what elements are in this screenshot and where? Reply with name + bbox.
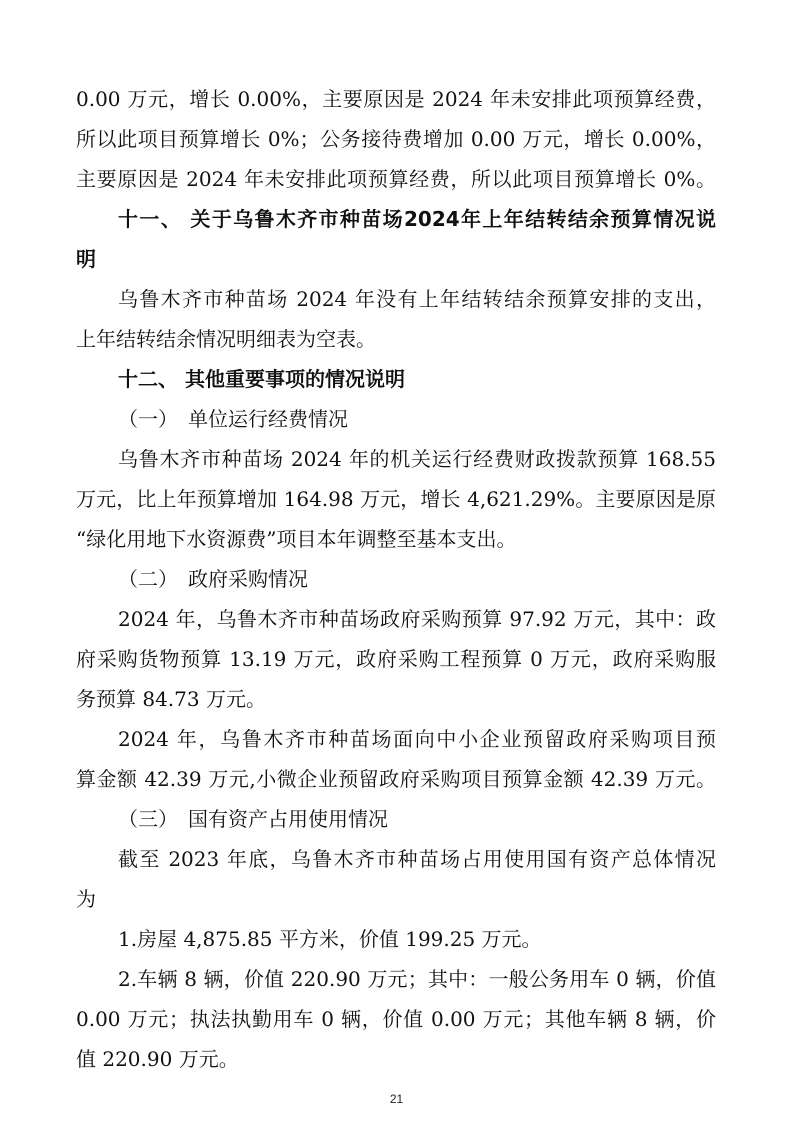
subsection-number: （三） [118, 807, 178, 831]
subsection-number: （二） [118, 567, 178, 591]
subsection-title: 单位运行经费情况 [188, 407, 348, 431]
subsection-number: （一） [118, 407, 178, 431]
body-text-line: 2024 年，乌鲁木齐市种苗场政府采购预算 97.92 万元，其中：政 [118, 607, 716, 631]
body-text-line: 所以此项目预算增长 0%；公务接待费增加 0.00 万元，增长 0.00%， [76, 127, 716, 151]
section-11-heading: 十一、 关于乌鲁木齐市种苗场2024年上年结转结余预算情况说 [118, 207, 716, 231]
body-text-line: 主要原因是 2024 年未安排此项预算经费，所以此项目预算增长 0%。 [76, 167, 716, 191]
body-text-line: 0.00 万元；执法执勤用车 0 辆，价值 0.00 万元；其他车辆 8 辆，价 [76, 1007, 716, 1031]
body-text-line: 0.00 万元，增长 0.00%，主要原因是 2024 年未安排此项预算经费， [76, 87, 716, 111]
subsection-1-heading [118, 406, 716, 432]
subsection-title: 政府采购情况 [188, 567, 308, 591]
body-text-line: 万元，比上年预算增加 164.98 万元，增长 4,621.29%。主要原因是原 [76, 487, 716, 511]
subsection-2-heading [118, 566, 716, 592]
body-text-line: 算金额 42.39 万元,小微企业预留政府采购项目预算金额 42.39 万元。 [76, 767, 716, 791]
body-text-line: 务预算 84.73 万元。 [76, 687, 266, 711]
body-text-line: 府采购货物预算 13.19 万元，政府采购工程预算 0 万元，政府采购服 [76, 647, 716, 671]
section-11-heading-cont: 明 [76, 247, 96, 271]
body-text-line: 乌鲁木齐市种苗场 2024 年没有上年结转结余预算安排的支出， [118, 287, 716, 311]
subsection-title: 国有资产占用使用情况 [188, 807, 388, 831]
body-text-line: 截至 2023 年底，乌鲁木齐市种苗场占用使用国有资产总体情况 [118, 847, 716, 871]
list-item: 1.房屋 4,875.85 平方米，价值 199.25 万元。 [118, 927, 542, 951]
body-text-line: 乌鲁木齐市种苗场 2024 年的机关运行经费财政拨款预算 168.55 [118, 447, 716, 471]
body-text-line: “绿化用地下水资源费”项目本年调整至基本支出。 [76, 527, 517, 551]
section-12-heading: 十二、 其他重要事项的情况说明 [118, 367, 405, 391]
body-text-line: 值 220.90 万元。 [76, 1047, 239, 1071]
list-item: 2.车辆 8 辆，价值 220.90 万元；其中：一般公务用车 0 辆，价值 [118, 967, 716, 991]
body-text-line: 为 [76, 887, 96, 911]
body-text-line: 上年结转结余情况明细表为空表。 [76, 327, 376, 351]
subsection-3-heading [118, 806, 716, 832]
body-text-line: 2024 年，乌鲁木齐市种苗场面向中小企业预留政府采购项目预 [118, 727, 716, 751]
page-number: 21 [389, 1092, 404, 1106]
